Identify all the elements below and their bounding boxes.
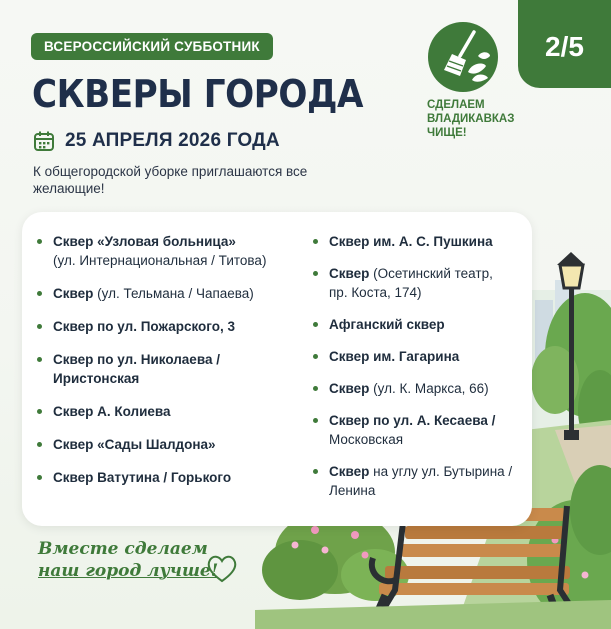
list-item: [311, 347, 526, 366]
bullet-dot: [37, 409, 42, 414]
together-line: наш город лучше!: [38, 561, 219, 581]
page-title: СКВЕРЫ ГОРОДА: [32, 72, 363, 116]
invitation-text: К общегородской уборке приглашаются все желающие!: [33, 164, 308, 196]
square-name: Афганский сквер: [329, 317, 445, 332]
list-item: [311, 315, 526, 334]
bullet-dot: [37, 239, 42, 244]
list-item: [311, 232, 526, 251]
list-item: [35, 284, 305, 303]
bullet-dot: [313, 386, 318, 391]
slogan-line: ВЛАДИКАВКАЗ: [427, 113, 515, 125]
list-item: [35, 350, 255, 388]
bullet-dot: [313, 271, 318, 276]
square-address: (Осетинский театр, пр. Коста, 174): [329, 266, 493, 300]
square-name: Сквер: [329, 266, 370, 281]
bullet-dot: [37, 357, 42, 362]
together-slogan: [38, 538, 218, 582]
list-item: [311, 462, 521, 500]
bullet-dot: [313, 469, 318, 474]
date-row: [33, 130, 280, 152]
bullet-dot: [37, 475, 42, 480]
square-address: на углу ул. Бутырина / Ленина: [329, 464, 513, 498]
slogan: [427, 98, 537, 140]
bullet-dot: [37, 324, 42, 329]
together-line: Вместе сделаем: [38, 539, 208, 559]
bullet-dot: [37, 291, 42, 296]
bullet-dot: [313, 418, 318, 423]
list-item: [311, 411, 526, 449]
broom-logo-icon: [428, 22, 498, 92]
square-name: Сквер: [53, 286, 94, 301]
bullet-dot: [313, 354, 318, 359]
list-item: [35, 435, 305, 454]
event-tag: ВСЕРОССИЙСКИЙ СУББОТНИК: [31, 33, 273, 60]
list-item: [311, 379, 526, 398]
squares-list-right: [311, 232, 526, 500]
square-address: (ул. Тельмана / Чапаева): [97, 286, 254, 301]
square-name: Сквер им. А. С. Пушкина: [329, 234, 493, 249]
slogan-line: СДЕЛАЕМ: [427, 99, 485, 111]
slogan-line: ЧИЩЕ!: [427, 127, 467, 139]
square-name: Сквер по ул. Пожарского, 3: [53, 319, 235, 334]
heart-icon: [205, 552, 239, 584]
page-counter-badge: 2/5: [518, 0, 611, 88]
square-address: Московская: [329, 432, 404, 447]
calendar-icon: [33, 130, 55, 152]
square-address: (ул. К. Маркса, 66): [373, 381, 489, 396]
list-item: [35, 317, 305, 336]
square-address: (ул. Интернациональная / Титова): [53, 253, 267, 268]
squares-list-left: [35, 232, 305, 487]
square-name: Сквер: [329, 381, 370, 396]
list-item: [35, 468, 305, 487]
bullet-dot: [37, 442, 42, 447]
squares-list-card: [22, 212, 532, 526]
list-item: [35, 402, 305, 421]
square-name: Сквер: [329, 464, 370, 479]
square-name: Сквер Ватутина / Горького: [53, 470, 232, 485]
square-name: Сквер А. Колиева: [53, 404, 171, 419]
lamp-post: [569, 275, 574, 440]
bullet-dot: [313, 322, 318, 327]
square-name: Сквер «Узловая больница»: [53, 234, 236, 249]
bullet-dot: [313, 239, 318, 244]
square-name: Сквер по ул. А. Кесаева /: [329, 413, 496, 428]
list-item: [311, 264, 511, 302]
square-name: Сквер «Сады Шалдона»: [53, 437, 216, 452]
square-name: Сквер по ул. Николаева / Иристонская: [53, 352, 220, 386]
square-name: Сквер им. Гагарина: [329, 349, 460, 364]
list-item: [35, 232, 305, 270]
event-date: 25 АПРЕЛЯ 2026 ГОДА: [65, 130, 280, 151]
